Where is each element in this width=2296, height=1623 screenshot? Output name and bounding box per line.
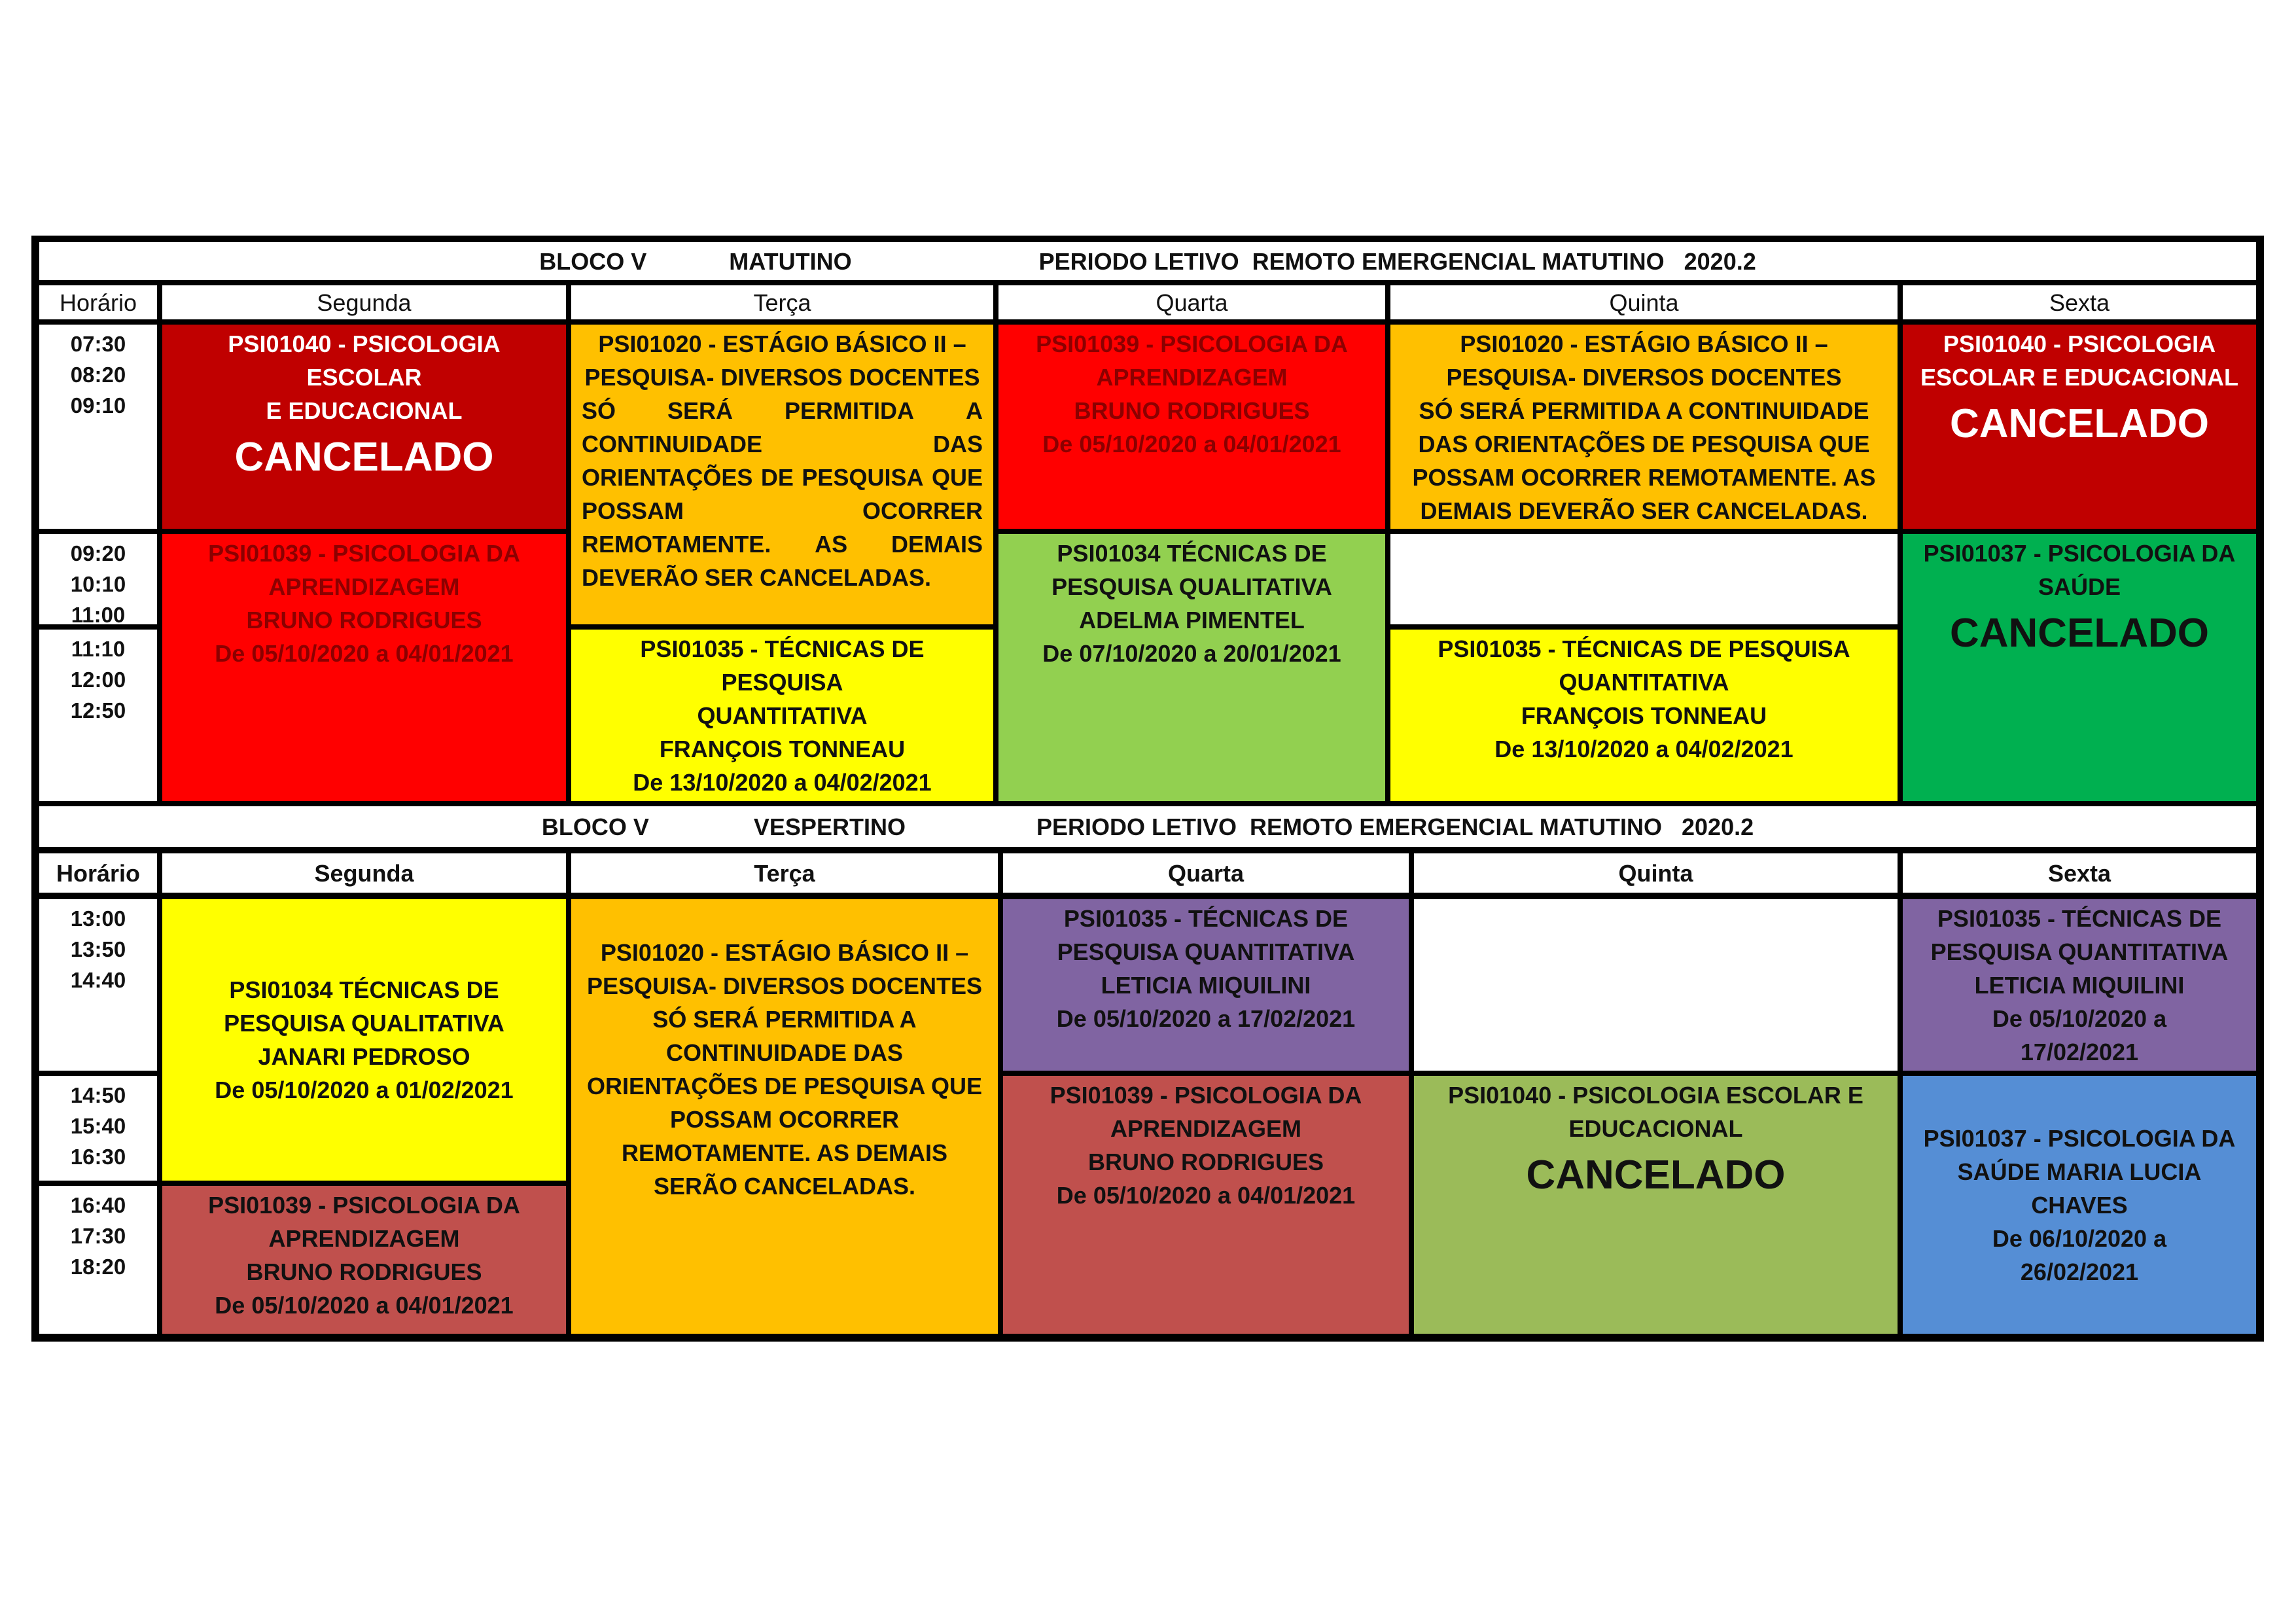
matutino-times-slot3: 11:10 12:00 12:50 <box>39 630 157 801</box>
vespertino-quarta-slot1-class: PSI01035 - TÉCNICAS DE PESQUISA QUANTITATIVA LETICIA MIQUILINI De 05/10/2020 a 17/02/2021 <box>1003 899 1409 1071</box>
matutino-quarta-slot1-class: PSI01039 - PSICOLOGIA DA APRENDIZAGEM BRUNO RODRIGUES De 05/10/2020 a 04/01/2021 <box>998 325 1385 529</box>
vespertino-header-quarta: Quarta <box>1003 853 1409 893</box>
vespertino-sexta-slot1-class: PSI01035 - TÉCNICAS DE PESQUISA QUANTITATIVA LETICIA MIQUILINI De 05/10/2020 a 17/02/2021 <box>1903 899 2256 1071</box>
vespertino-bloco: BLOCO V <box>541 813 649 840</box>
matutino-header-quarta: Quarta <box>998 285 1385 319</box>
cancelado-label: CANCELADO <box>1949 401 2210 446</box>
matutino-quarta-slot2-class: PSI01034 TÉCNICAS DE PESQUISA QUALITATIVA ADELMA PIMENTEL De 07/10/2020 a 20/01/2021 <box>998 534 1385 801</box>
matutino-bloco: BLOCO V <box>539 247 647 275</box>
vespertino-header-sexta: Sexta <box>1903 853 2256 893</box>
vespertino-quarta-slot2-class: PSI01039 - PSICOLOGIA DA APRENDIZAGEM BRUNO RODRIGUES De 05/10/2020 a 04/01/2021 <box>1003 1076 1409 1334</box>
vespertino-times-slot2: 14:50 15:40 16:30 <box>39 1076 157 1181</box>
matutino-times-slot1: 07:30 08:20 09:10 <box>39 325 157 529</box>
vespertino-title-bar <box>39 806 2256 847</box>
vespertino-header-terca: Terça <box>571 853 998 893</box>
cancelado-label: CANCELADO <box>1949 611 2210 656</box>
vespertino-header-horario: Horário <box>39 853 157 893</box>
cancelado-label: CANCELADO <box>1526 1152 1786 1198</box>
matutino-header-terca: Terça <box>571 285 993 319</box>
vespertino-header-segunda: Segunda <box>162 853 566 893</box>
vespertino-quinta-slot1-empty <box>1414 899 1898 1071</box>
matutino-terca-slot3-class: PSI01035 - TÉCNICAS DE PESQUISA QUANTITATIVA FRANÇOIS TONNEAU De 13/10/2020 a 04/02/2021 <box>571 630 993 801</box>
matutino-header-segunda: Segunda <box>162 285 566 319</box>
justified-line: ORIENTAÇÕES DE PESQUISA QUE <box>582 464 983 491</box>
matutino-header-quinta: Quinta <box>1390 285 1898 319</box>
matutino-title-bar <box>39 242 2256 280</box>
matutino-quinta-slot2-empty <box>1390 534 1898 624</box>
justified-line: REMOTAMENTE. AS DEMAIS <box>582 531 983 558</box>
vespertino-turno: VESPERTINO <box>753 813 906 840</box>
justified-line: CONTINUIDADE DAS <box>582 431 983 457</box>
vespertino-times-slot1: 13:00 13:50 14:40 <box>39 899 157 1071</box>
vespertino-terca-class: PSI01020 - ESTÁGIO BÁSICO II – PESQUISA- DIVERSOS DOCENTES SÓ SERÁ PERMITIDA A CONTINUIDADE DAS ORIENTAÇÕES DE PESQUISA QUE POSSAM OCORRER REMOTAMENTE. AS DEMAIS SERÃO CANCELADAS. <box>571 899 998 1334</box>
matutino-sexta-slot2-class: PSI01037 - PSICOLOGIA DA SAÚDE CANCELADO <box>1903 534 2256 801</box>
cancelado-label: CANCELADO <box>234 435 494 480</box>
vespertino-times-slot3: 16:40 17:30 18:20 <box>39 1186 157 1334</box>
matutino-header-sexta: Sexta <box>1903 285 2256 319</box>
vespertino-sexta-slot2-class: PSI01037 - PSICOLOGIA DA SAÚDE MARIA LUCIA CHAVES De 06/10/2020 a 26/02/2021 <box>1903 1076 2256 1334</box>
vespertino-segunda-slot3-class: PSI01039 - PSICOLOGIA DA APRENDIZAGEM BRUNO RODRIGUES De 05/10/2020 a 04/01/2021 <box>162 1186 566 1334</box>
justified-line: POSSAM OCORRER <box>582 497 983 524</box>
matutino-segunda-slot1-class: PSI01040 - PSICOLOGIA ESCOLAR E EDUCACIONAL CANCELADO <box>162 325 566 529</box>
matutino-periodo: PERIODO LETIVO REMOTO EMERGENCIAL MATUTINO 2020.2 <box>1038 247 1756 275</box>
vespertino-segunda-slot1-class: PSI01034 TÉCNICAS DE PESQUISA QUALITATIVA JANARI PEDROSO De 05/10/2020 a 01/02/2021 <box>162 899 566 1181</box>
vespertino-periodo: PERIODO LETIVO REMOTO EMERGENCIAL MATUTINO 2020.2 <box>1036 813 1754 840</box>
matutino-times-slot2: 09:20 10:10 11:00 <box>39 534 157 624</box>
vespertino-quinta-slot2-class: PSI01040 - PSICOLOGIA ESCOLAR E EDUCACIONAL CANCELADO <box>1414 1076 1898 1334</box>
matutino-terca-slot1-class: PSI01020 - ESTÁGIO BÁSICO II – PESQUISA- DIVERSOS DOCENTES SÓ SERÁ PERMITIDA A CONTINUIDADE DAS ORIENTAÇÕES DE PESQUISA QUE POSSAM OCORRER REMOTAMENTE. AS DEMAIS DEVERÃO SER CANCELADAS. <box>571 325 993 624</box>
matutino-turno: MATUTINO <box>729 247 852 275</box>
matutino-segunda-slot2-class: PSI01039 - PSICOLOGIA DA APRENDIZAGEM BRUNO RODRIGUES De 05/10/2020 a 04/01/2021 <box>162 534 566 801</box>
justified-line: SÓ SERÁ PERMITIDA A <box>582 397 983 424</box>
matutino-sexta-slot1-class: PSI01040 - PSICOLOGIA ESCOLAR E EDUCACIONAL CANCELADO <box>1903 325 2256 529</box>
matutino-quinta-slot3-class: PSI01035 - TÉCNICAS DE PESQUISA QUANTITATIVA FRANÇOIS TONNEAU De 13/10/2020 a 04/02/2021 <box>1390 630 1898 801</box>
matutino-quinta-slot1-class: PSI01020 - ESTÁGIO BÁSICO II – PESQUISA- DIVERSOS DOCENTES SÓ SERÁ PERMITIDA A CONTINUIDADE DAS ORIENTAÇÕES DE PESQUISA QUE POSSAM OCORRER REMOTAMENTE. AS DEMAIS DEVERÃO SER CANCELADAS. <box>1390 325 1898 529</box>
vespertino-header-quinta: Quinta <box>1414 853 1898 893</box>
schedule-table <box>31 236 2264 1342</box>
matutino-header-horario: Horário <box>39 285 157 319</box>
